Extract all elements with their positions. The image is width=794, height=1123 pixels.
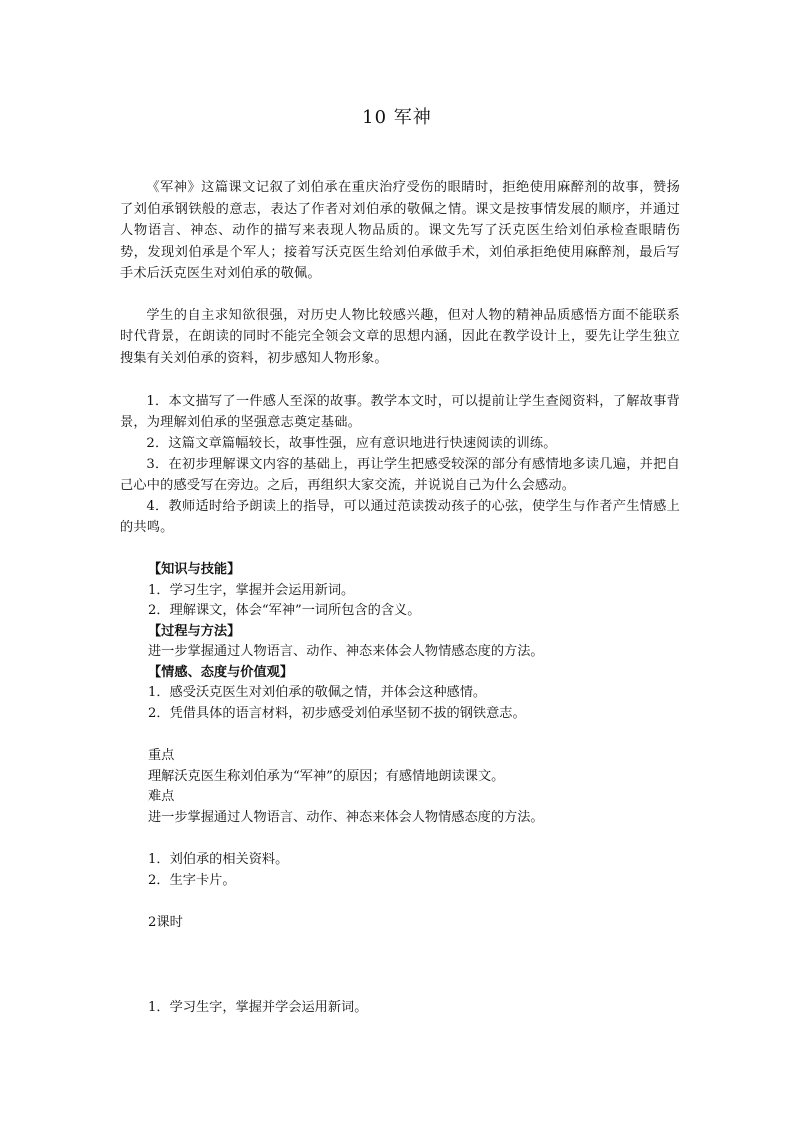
students-paragraph: 学生的自主求知欲很强，对历史人物比较感兴趣，但对人物的精神品质感悟方面不能联系时代背景，在朗读的同时不能完全领会文章的思想内涵，因此在教学设计上，要先让学生独立搜集有关刘伯承的资料，初步感知人物形象。 xyxy=(120,307,680,366)
difficult-heading: 难点 xyxy=(148,789,175,804)
suggestion-item: 1．本文描写了一件感人至深的故事。教学本文时，可以提前让学生查阅资料，了解故事背景，为理解刘伯承的坚强意志奠定基础。 xyxy=(120,394,680,430)
document-body xyxy=(120,177,680,1018)
intro-paragraph: 《军神》这篇课文记叙了刘伯承在重庆治疗受伤的眼睛时，拒绝使用麻醉剂的故事，赞扬了刘伯承钢铁般的意志，表达了作者对刘伯承的敬佩之情。课文是按事情发展的顺序，并通过人物语言、神态、动作的描写来表现人物品质的。课文先写了沃克医生给刘伯承检查眼睛伤势，发现刘伯承是个军人；接着写沃克医生给刘伯承做手术，刘伯承拒绝使用麻醉剂，最后写手术后沃克医生对刘伯承的敬佩。 xyxy=(120,180,680,281)
emotion-item: 1．感受沃克医生对刘伯承的敬佩之情，并体会这种感情。 xyxy=(148,685,487,700)
page-title: 10 军神 xyxy=(362,107,432,128)
process-heading: 【过程与方法】 xyxy=(148,623,241,639)
preparation-item: 1．刘伯承的相关资料。 xyxy=(148,852,289,867)
knowledge-item: 2．理解课文，体会“军神”一词所包含的含义。 xyxy=(148,603,421,618)
emotion-item: 2．凭借具体的语言材料，初步感受刘伯承坚韧不拔的钢铁意志。 xyxy=(148,705,526,721)
preparation xyxy=(120,850,680,891)
suggestion-item: 4．教师适时给予朗读上的指导，可以通过范读拨动孩子的心弦，使学生与作者产生情感上的共鸣。 xyxy=(120,499,680,535)
suggestion-item: 3．在初步理解课文内容的基础上，再让学生把感受较深的部分有感情地多读几遍，并把自己心中的感受写在旁边。之后，再组织大家交流，并说说自己为什么会感动。 xyxy=(120,457,680,493)
first-lesson-item: 1．学习生字，掌握并学会运用新词。 xyxy=(148,999,368,1015)
teaching-suggestions xyxy=(120,391,680,538)
knowledge-item: 1．学习生字，掌握并会运用新词。 xyxy=(148,582,355,598)
key-text: 理解沃克医生称刘伯承为“军神”的原因；有感情地朗读课文。 xyxy=(148,768,505,784)
emotion-heading: 【情感、态度与价值观】 xyxy=(148,664,294,680)
knowledge-heading: 【知识与技能】 xyxy=(148,562,241,577)
teaching-goals xyxy=(120,560,680,724)
key-heading: 重点 xyxy=(148,748,175,763)
process-item: 进一步掌握通过人物语言、动作、神态来体会人物情感态度的方法。 xyxy=(148,644,544,659)
difficult-text: 进一步掌握通过人物语言、动作、神态来体会人物情感态度的方法。 xyxy=(148,809,544,825)
key-difficult-points xyxy=(120,746,680,828)
duration: 2课时 xyxy=(148,915,183,930)
suggestion-item: 2．这篇文章篇幅较长，故事性强，应有意识地进行快速阅读的训练。 xyxy=(146,436,557,451)
preparation-item: 2．生字卡片。 xyxy=(148,872,236,888)
